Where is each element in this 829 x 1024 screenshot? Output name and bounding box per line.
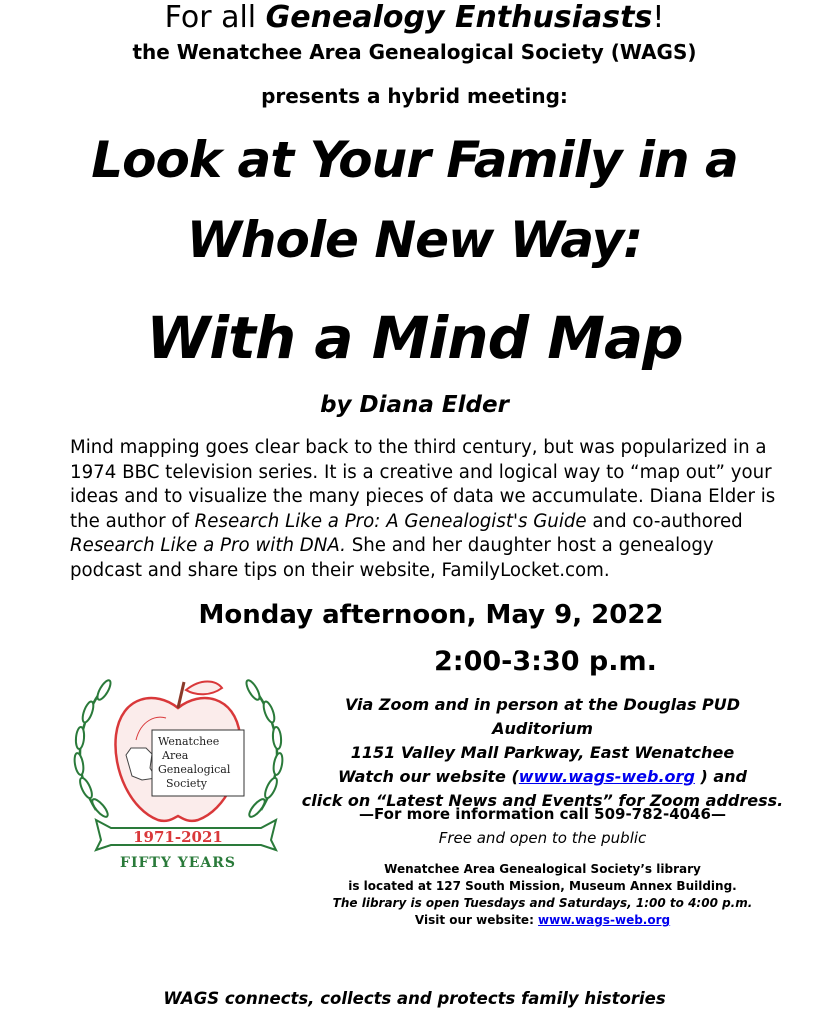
intro-suffix: ! — [652, 0, 665, 35]
venue-line-2: 1151 Valley Mall Parkway, East Wenatchee — [350, 743, 735, 762]
library-visit-prefix: Visit our website: — [414, 913, 539, 927]
title-line-2: Whole New Way: — [186, 211, 643, 269]
wags-logo — [66, 660, 291, 872]
event-date: Monday afternoon, May 9, 2022 — [198, 600, 664, 630]
library-visit — [300, 912, 785, 929]
description-paragraph — [70, 436, 790, 584]
description-part-3: She and her daughter host a genealogy podcast and share tips on their website, FamilyLocket.com. — [70, 535, 714, 581]
free-line: Free and open to the public — [438, 829, 647, 847]
logo-name-line-2: Area — [162, 749, 189, 762]
intro-prefix: For all — [164, 0, 266, 35]
book-title-1: Research Like a Pro: A Genealogist's Guide — [194, 510, 587, 532]
venue-line-4: click on “Latest News and Events” for Zoom address. — [301, 791, 784, 810]
presents-line: presents a hybrid meeting: — [261, 84, 568, 108]
title-line-1: Look at Your Family in a — [91, 131, 738, 189]
logo-name-line-4: Society — [166, 777, 207, 790]
website-link[interactable]: www.wags-web.org — [518, 767, 695, 786]
phone-line: —For more information call 509-782-4046— — [359, 805, 726, 823]
tagline: WAGS connects, collects and protects family histories — [163, 989, 666, 1008]
description-part-2: and co-authored — [586, 510, 743, 532]
venue-line-3 — [300, 765, 785, 789]
logo-anniversary: FIFTY YEARS — [120, 855, 236, 871]
intro-line — [0, 0, 829, 36]
author-line: by Diana Elder — [320, 392, 509, 418]
venue-block — [300, 693, 785, 813]
library-website-link[interactable]: www.wags-web.org — [538, 913, 671, 927]
event-time: 2:00-3:30 p.m. — [434, 646, 657, 677]
society-line: the Wenatchee Area Genealogical Society (WAGS) — [132, 40, 697, 64]
library-line-2: is located at 127 South Mission, Museum Annex Building. — [348, 879, 737, 893]
library-hours: The library is open Tuesdays and Saturdays, 1:00 to 4:00 p.m. — [332, 896, 753, 910]
venue-line-3-prefix: Watch our website ( — [338, 767, 519, 786]
logo-name-line-3: Genealogical — [158, 763, 231, 776]
description-part-1: Mind mapping goes clear back to the third century, but was popularized in a 1974 BBC television series. It is a creative and logical way to “map out” your ideas and to visualize the many pieces of data we accumulate. Diana Elder is the author of — [70, 437, 776, 532]
intro-emphasis: Genealogy Enthusiasts — [265, 0, 653, 35]
logo-name-line-1: Wenatchee — [158, 735, 220, 748]
book-title-2: Research Like a Pro with DNA. — [70, 535, 346, 557]
logo-years: 1971-2021 — [133, 828, 223, 846]
info-block — [300, 802, 785, 850]
venue-line-1: Via Zoom and in person at the Douglas PUD Auditorium — [344, 695, 741, 738]
title-line-3: With a Mind Map — [146, 304, 683, 372]
library-block — [300, 861, 785, 929]
library-line-1: Wenatchee Area Genealogical Society’s library — [384, 862, 701, 876]
venue-line-3-suffix: ) and — [694, 767, 747, 786]
